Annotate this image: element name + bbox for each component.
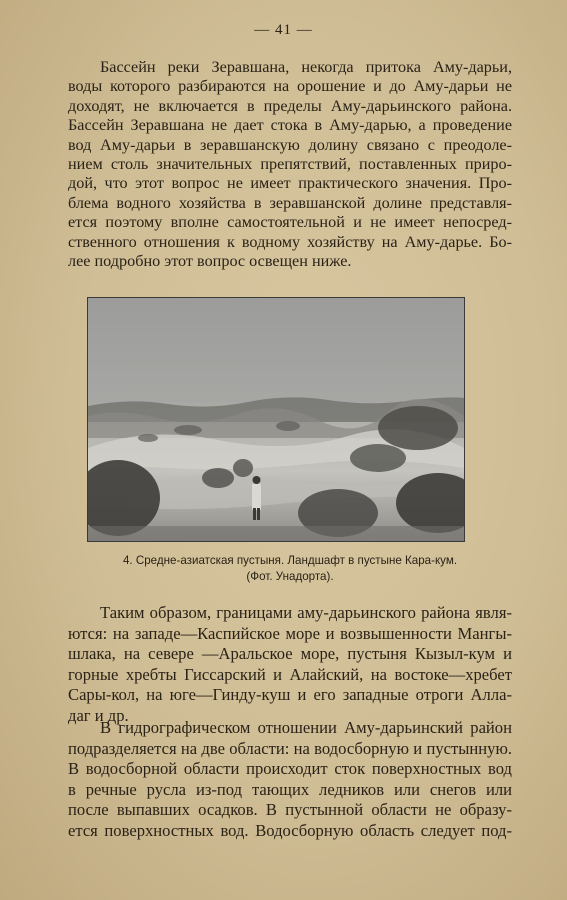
text-line: даг и др. (68, 705, 129, 725)
text-line: Таким образом, границами аму-дарьинского района явля- (100, 603, 512, 622)
text-line: ственного отношения к водному хозяйству на Аму-дарье. Бо- (68, 232, 512, 251)
text-line: ются: на западе—Каспийское море и возвышенности Мангы- (68, 623, 512, 643)
text-line: Бассейн Зеравшана не дает стока в Аму-дарью, а проведение (68, 116, 512, 135)
text-line: лее подробно этот вопрос освещен ниже. (68, 251, 352, 270)
text-line: шлака, на севере —Аральское море, пустыня Кызыл-кум и (68, 644, 512, 663)
paragraph-hydrography (68, 718, 512, 841)
text-line: доходят, не включается в пределы Аму-дарьинского района. (68, 96, 512, 115)
text-line: В водосборной области происходит сток поверхностных вод (68, 759, 512, 778)
figure-credit: (Фот. Унадорта). (246, 570, 334, 583)
text-line: дой, что этот вопрос не имеет практического значения. Про- (68, 174, 512, 193)
text-line: вод Аму-дарьи в зеравшанскую долину связано с преодоле- (68, 135, 512, 154)
paragraph-district-borders (68, 603, 512, 726)
text-line: подразделяется на две области: на водосборную и пустынную. (68, 738, 512, 758)
desert-landscape-photo (87, 297, 465, 542)
text-line: Бассейн реки Зеравшана, некогда притока Аму-дарьи, (100, 58, 512, 76)
text-line: ется поверхностных вод. Водосборную область следует под- (68, 820, 512, 840)
page-number: — 41 — (254, 22, 313, 38)
text-line: блема водного хозяйства в зеравшанской долине представля- (68, 193, 512, 212)
text-line: нием столь значительных препятствий, поставленных приро- (68, 154, 512, 173)
text-line: Сары-кол, на юге—Гинду-куш и его западные отроги Алла- (68, 685, 512, 704)
text-line: после выпавших осадков. В пустынной области не образу- (68, 800, 512, 819)
text-line: в речные русла из-под тающих ледников или снегов или (68, 779, 512, 799)
text-line: горные хребты Гиссарский и Алайский, на востоке—хребет (68, 664, 512, 684)
text-line: воды которого разбираются на орошение и до Аму-дарьи не (68, 77, 512, 96)
text-line: В гидрографическом отношении Аму-дарьинский район (100, 718, 512, 737)
figure-caption: 4. Средне-азиатская пустыня. Ландшафт в пустыне Кара-кум. (122, 554, 458, 567)
paragraph-zeravshan-basin (68, 58, 512, 271)
text-line: ется поэтому вполне самостоятельной и не имеет непосред- (68, 213, 512, 232)
